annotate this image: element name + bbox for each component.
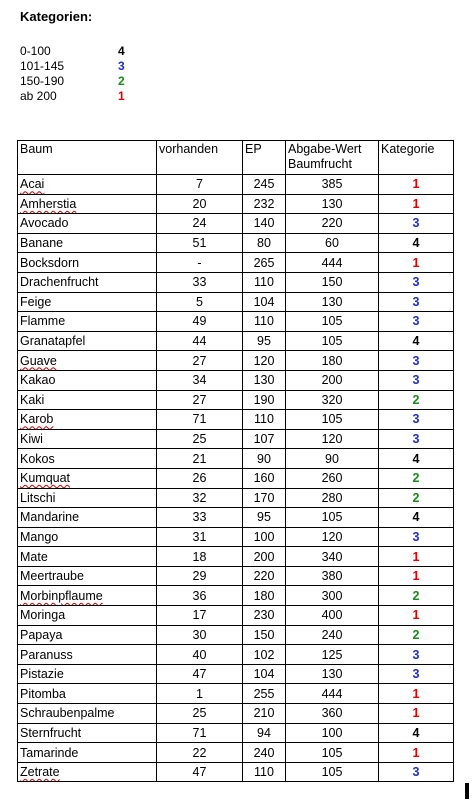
cell-kategorie: 1	[379, 606, 454, 626]
table-body	[18, 175, 454, 782]
table-row	[18, 390, 454, 410]
cell-baum	[18, 508, 157, 528]
cell-kategorie: 2	[379, 468, 454, 488]
cell-kategorie: 4	[379, 723, 454, 743]
table-row	[18, 645, 454, 665]
cell-abgabe-wert: 90	[286, 449, 379, 469]
cell-kategorie: 1	[379, 684, 454, 704]
cell-ep: 160	[243, 468, 286, 488]
tree-name: Tamarinde	[20, 745, 79, 760]
cell-vorhanden: 24	[157, 214, 243, 234]
tree-name: Zetrate	[20, 765, 60, 780]
table-row	[18, 292, 454, 312]
cell-abgabe-wert: 300	[286, 586, 379, 606]
cell-abgabe-wert: 360	[286, 704, 379, 724]
tree-name: Kumquat	[20, 471, 71, 486]
table-row	[18, 370, 454, 390]
cell-kategorie: 1	[379, 175, 454, 195]
cell-kategorie: 1	[379, 194, 454, 214]
cell-abgabe-wert: 320	[286, 390, 379, 410]
cell-abgabe-wert: 444	[286, 253, 379, 273]
cell-ep: 130	[243, 370, 286, 390]
cell-abgabe-wert: 105	[286, 762, 379, 782]
cell-vorhanden: 71	[157, 410, 243, 430]
table-row	[18, 606, 454, 626]
table-row	[18, 233, 454, 253]
cell-ep: 102	[243, 645, 286, 665]
cell-vorhanden: 49	[157, 312, 243, 332]
cell-vorhanden: 25	[157, 704, 243, 724]
tree-name: Amherstia	[20, 196, 77, 211]
cell-kategorie: 3	[379, 214, 454, 234]
cell-vorhanden: 30	[157, 625, 243, 645]
page-title: Kategorien:	[20, 9, 93, 24]
cell-kategorie: 4	[379, 233, 454, 253]
cell-vorhanden: 31	[157, 527, 243, 547]
cell-baum	[18, 527, 157, 547]
cell-ep: 210	[243, 704, 286, 724]
cell-vorhanden: 47	[157, 664, 243, 684]
tree-name: Guave	[20, 353, 57, 368]
cell-kategorie: 3	[379, 762, 454, 782]
table-row	[18, 331, 454, 351]
cell-baum	[18, 468, 157, 488]
cell-kategorie: 3	[379, 429, 454, 449]
cell-baum	[18, 625, 157, 645]
cell-kategorie: 2	[379, 586, 454, 606]
cell-baum	[18, 586, 157, 606]
cell-baum	[18, 292, 157, 312]
cell-vorhanden: 17	[157, 606, 243, 626]
table-row	[18, 704, 454, 724]
cell-abgabe-wert: 380	[286, 566, 379, 586]
cell-vorhanden: 47	[157, 762, 243, 782]
legend-category: 3	[118, 59, 125, 73]
cell-ep: 104	[243, 292, 286, 312]
cell-ep: 94	[243, 723, 286, 743]
cell-abgabe-wert: 105	[286, 410, 379, 430]
legend-range: 101-145	[20, 59, 65, 73]
cell-abgabe-wert: 125	[286, 645, 379, 665]
cell-vorhanden: 32	[157, 488, 243, 508]
table-row	[18, 410, 454, 430]
cell-vorhanden: 22	[157, 743, 243, 763]
header-vorhanden: vorhanden	[157, 141, 243, 175]
tree-name: Mate	[20, 549, 48, 564]
cell-abgabe-wert: 105	[286, 508, 379, 528]
cell-baum	[18, 253, 157, 273]
table-row	[18, 272, 454, 292]
cell-vorhanden: 40	[157, 645, 243, 665]
cell-ep: 95	[243, 331, 286, 351]
cell-baum	[18, 331, 157, 351]
header-ep: EP	[243, 141, 286, 175]
tree-name: Kokos	[20, 451, 55, 466]
cell-baum	[18, 743, 157, 763]
tree-name: Banane	[20, 236, 64, 251]
cell-vorhanden: 34	[157, 370, 243, 390]
cell-baum	[18, 312, 157, 332]
cell-baum	[18, 175, 157, 195]
cell-vorhanden: 20	[157, 194, 243, 214]
cell-vorhanden: 21	[157, 449, 243, 469]
cell-vorhanden: 27	[157, 390, 243, 410]
cell-ep: 230	[243, 606, 286, 626]
cell-ep: 232	[243, 194, 286, 214]
cell-ep: 107	[243, 429, 286, 449]
cell-ep: 80	[243, 233, 286, 253]
cell-abgabe-wert: 100	[286, 723, 379, 743]
cell-abgabe-wert: 130	[286, 292, 379, 312]
cell-ep: 255	[243, 684, 286, 704]
cell-ep: 170	[243, 488, 286, 508]
cell-kategorie: 3	[379, 527, 454, 547]
cell-ep: 150	[243, 625, 286, 645]
tree-name: Bocksdorn	[20, 255, 80, 270]
cell-kategorie: 4	[379, 331, 454, 351]
cell-abgabe-wert: 105	[286, 331, 379, 351]
cell-baum	[18, 370, 157, 390]
cell-abgabe-wert: 340	[286, 547, 379, 567]
table-row	[18, 175, 454, 195]
tree-name: Drachenfrucht	[20, 275, 99, 290]
cell-abgabe-wert: 240	[286, 625, 379, 645]
legend-category: 4	[118, 44, 125, 58]
cell-ep: 140	[243, 214, 286, 234]
cell-vorhanden: -	[157, 253, 243, 273]
cell-vorhanden: 7	[157, 175, 243, 195]
cell-kategorie: 3	[379, 410, 454, 430]
cell-baum	[18, 664, 157, 684]
cell-abgabe-wert: 130	[286, 194, 379, 214]
cell-ep: 110	[243, 312, 286, 332]
table-row	[18, 312, 454, 332]
cell-abgabe-wert: 180	[286, 351, 379, 371]
cell-kategorie: 1	[379, 253, 454, 273]
legend-category: 1	[118, 89, 125, 103]
cell-kategorie: 3	[379, 312, 454, 332]
cell-vorhanden: 71	[157, 723, 243, 743]
table-row	[18, 684, 454, 704]
cell-kategorie: 3	[379, 351, 454, 371]
cell-kategorie: 3	[379, 292, 454, 312]
cell-vorhanden: 36	[157, 586, 243, 606]
cell-vorhanden: 51	[157, 233, 243, 253]
cell-ep: 110	[243, 762, 286, 782]
cell-abgabe-wert: 120	[286, 527, 379, 547]
cell-abgabe-wert: 105	[286, 312, 379, 332]
tree-name: Mango	[20, 529, 59, 544]
table-row	[18, 449, 454, 469]
cell-ep: 90	[243, 449, 286, 469]
table-row	[18, 351, 454, 371]
cell-kategorie: 3	[379, 272, 454, 292]
cell-ep: 120	[243, 351, 286, 371]
cell-kategorie: 2	[379, 625, 454, 645]
cell-kategorie: 3	[379, 645, 454, 665]
tree-name: Karob	[20, 412, 54, 427]
cell-ep: 100	[243, 527, 286, 547]
tree-name: Litschi	[20, 490, 56, 505]
cell-baum	[18, 410, 157, 430]
cell-abgabe-wert: 150	[286, 272, 379, 292]
tree-name: Pistazie	[20, 667, 64, 682]
cell-ep: 110	[243, 272, 286, 292]
legend-range: 0-100	[20, 44, 51, 58]
cell-abgabe-wert: 400	[286, 606, 379, 626]
table-row	[18, 468, 454, 488]
table-row	[18, 586, 454, 606]
cell-ep: 190	[243, 390, 286, 410]
cell-abgabe-wert: 120	[286, 429, 379, 449]
tree-name: Papaya	[20, 627, 63, 642]
cell-baum	[18, 704, 157, 724]
tree-name: Morbinpflaume	[20, 588, 103, 603]
cell-baum	[18, 547, 157, 567]
cell-baum	[18, 194, 157, 214]
tree-name: Sternfrucht	[20, 725, 82, 740]
cell-baum	[18, 214, 157, 234]
tree-table	[17, 140, 454, 782]
table-row	[18, 508, 454, 528]
tree-name: Pitomba	[20, 686, 66, 701]
cell-baum	[18, 606, 157, 626]
cell-vorhanden: 27	[157, 351, 243, 371]
table-row	[18, 527, 454, 547]
cell-kategorie: 3	[379, 664, 454, 684]
cell-baum	[18, 684, 157, 704]
cell-kategorie: 1	[379, 547, 454, 567]
table-row	[18, 488, 454, 508]
cell-ep: 220	[243, 566, 286, 586]
table-row	[18, 214, 454, 234]
cell-abgabe-wert: 444	[286, 684, 379, 704]
cell-kategorie: 4	[379, 449, 454, 469]
cell-abgabe-wert: 260	[286, 468, 379, 488]
cell-vorhanden: 26	[157, 468, 243, 488]
cell-baum	[18, 566, 157, 586]
cell-abgabe-wert: 130	[286, 664, 379, 684]
cell-baum	[18, 233, 157, 253]
legend-range: ab 200	[20, 89, 57, 103]
cell-vorhanden: 33	[157, 508, 243, 528]
cell-baum	[18, 488, 157, 508]
tree-name: Flamme	[20, 314, 66, 329]
table-row	[18, 743, 454, 763]
cell-ep: 110	[243, 410, 286, 430]
cell-abgabe-wert: 60	[286, 233, 379, 253]
cell-abgabe-wert: 280	[286, 488, 379, 508]
tree-name: Meertraube	[20, 569, 84, 584]
cell-ep: 265	[243, 253, 286, 273]
cell-baum	[18, 272, 157, 292]
cell-vorhanden: 44	[157, 331, 243, 351]
tree-name: Schraubenpalme	[20, 706, 115, 721]
table-row	[18, 625, 454, 645]
header-abgabe-wert: Abgabe-Wert Baumfrucht	[286, 141, 379, 175]
cell-ep: 200	[243, 547, 286, 567]
cell-baum	[18, 723, 157, 743]
cell-vorhanden: 33	[157, 272, 243, 292]
table-row	[18, 664, 454, 684]
cell-kategorie: 1	[379, 743, 454, 763]
cell-kategorie: 4	[379, 508, 454, 528]
header-kategorie: Kategorie	[379, 141, 454, 175]
table-row	[18, 547, 454, 567]
tree-name: Kakao	[20, 373, 56, 388]
cell-kategorie: 2	[379, 390, 454, 410]
cell-kategorie: 2	[379, 488, 454, 508]
tree-name: Kiwi	[20, 432, 43, 447]
cell-ep: 104	[243, 664, 286, 684]
cell-kategorie: 1	[379, 566, 454, 586]
cell-abgabe-wert: 105	[286, 743, 379, 763]
table-row	[18, 723, 454, 743]
legend-category: 2	[118, 74, 125, 88]
tree-name: Feige	[20, 294, 52, 309]
cell-vorhanden: 29	[157, 566, 243, 586]
cell-baum	[18, 351, 157, 371]
cell-baum	[18, 645, 157, 665]
tree-name: Avocado	[20, 216, 69, 231]
cell-abgabe-wert: 385	[286, 175, 379, 195]
tree-name: Acai	[20, 177, 45, 192]
tree-name: Kaki	[20, 392, 45, 407]
cell-baum	[18, 429, 157, 449]
cell-kategorie: 3	[379, 370, 454, 390]
table-row	[18, 566, 454, 586]
cell-baum	[18, 390, 157, 410]
cell-vorhanden: 25	[157, 429, 243, 449]
cell-vorhanden: 18	[157, 547, 243, 567]
tree-name: Moringa	[20, 608, 66, 623]
table-header-row	[18, 141, 454, 175]
cell-vorhanden: 1	[157, 684, 243, 704]
cell-ep: 245	[243, 175, 286, 195]
cell-ep: 95	[243, 508, 286, 528]
table-row	[18, 429, 454, 449]
cell-ep: 240	[243, 743, 286, 763]
tree-name: Paranuss	[20, 647, 73, 662]
cell-vorhanden: 5	[157, 292, 243, 312]
header-baum: Baum	[18, 141, 157, 175]
page-edge-marker	[465, 783, 469, 799]
cell-abgabe-wert: 200	[286, 370, 379, 390]
legend-range: 150-190	[20, 74, 65, 88]
tree-name: Granatapfel	[20, 334, 86, 349]
table-row	[18, 253, 454, 273]
tree-name: Mandarine	[20, 510, 80, 525]
cell-kategorie: 1	[379, 704, 454, 724]
cell-baum	[18, 449, 157, 469]
table-row	[18, 762, 454, 782]
cell-ep: 180	[243, 586, 286, 606]
cell-baum	[18, 762, 157, 782]
table-row	[18, 194, 454, 214]
cell-abgabe-wert: 220	[286, 214, 379, 234]
